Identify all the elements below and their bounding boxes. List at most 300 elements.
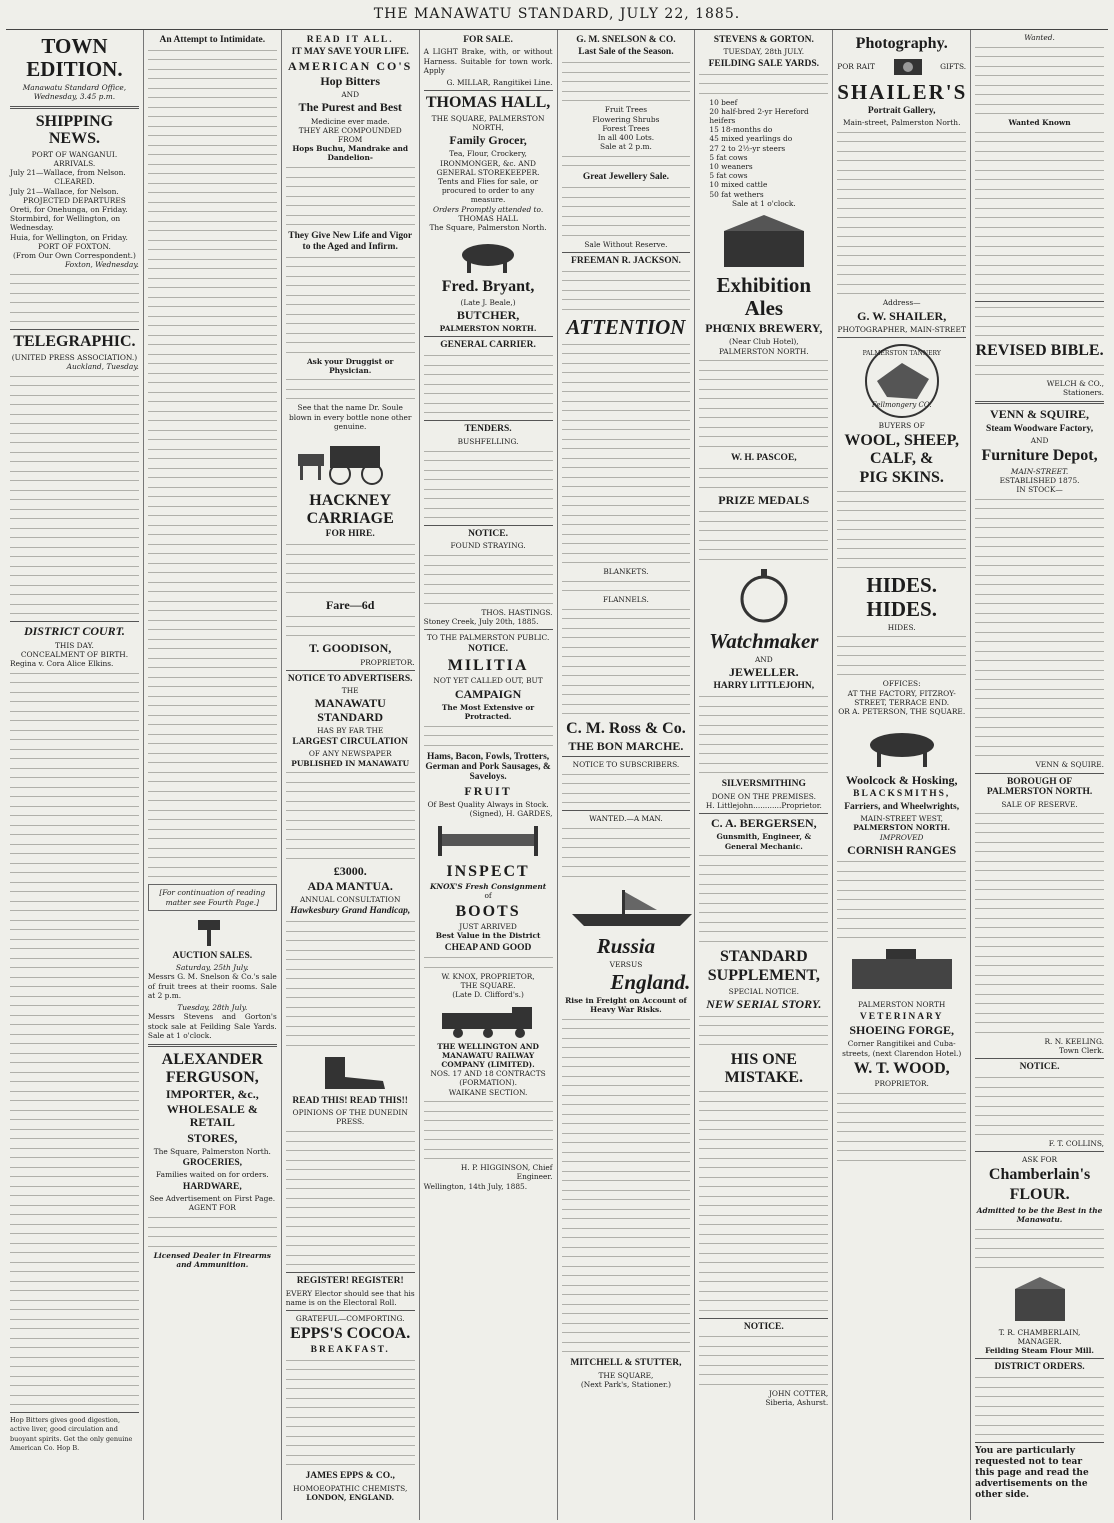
shrubs-line: Flowering Shrubs — [592, 114, 660, 124]
harry-line: HARRY LITTLEJOHN, — [713, 681, 815, 692]
offices-line: OFFICES: — [882, 679, 921, 689]
foxton-label: PORT OF FOXTON. — [37, 241, 111, 251]
divider — [10, 1412, 139, 1413]
proprietor-line: PROPRIETOR. — [360, 657, 415, 667]
and-line: AND — [754, 655, 773, 665]
intimidate-heading: An Attempt to Intimidate. — [159, 35, 266, 45]
divider — [424, 525, 553, 526]
gun-line: Gunsmith, Engineer, & General Mechanic. — [716, 832, 812, 851]
and-line: AND — [1030, 436, 1049, 446]
farriers-line: Farriers, and Wheelwrights, — [844, 801, 960, 812]
hides-heading: HIDES. HIDES. — [866, 573, 937, 621]
subs-heading: NOTICE TO SUBSCRIBERS. — [572, 760, 680, 770]
text-block — [286, 544, 415, 597]
rise-line: Rise in Freight on Account of Heavy War Risks. — [565, 996, 687, 1015]
stock-list — [699, 98, 828, 199]
bed-icon — [428, 822, 548, 860]
bull-icon — [453, 235, 523, 275]
column-5 — [558, 30, 696, 1520]
text-block — [699, 696, 828, 777]
text-block — [975, 1077, 1104, 1139]
footer-note: Hop Bitters gives good digestion, active liver, good circulation and buoyant spirits. Get the only genuine American Co. Hop B. — [10, 1416, 133, 1452]
hop-line: Hop Bitters — [320, 74, 381, 89]
campaign-line: CAMPAIGN — [454, 686, 522, 701]
address-line: Address— — [882, 298, 921, 308]
special-line: SPECIAL NOTICE. — [728, 986, 799, 996]
stationers-line: Stationers. — [1062, 388, 1104, 398]
arrival-line: July 21—Wallace, from Nelson. — [10, 168, 126, 178]
siberia-line: Siberia, Ashurst. — [765, 1398, 829, 1408]
column-2 — [144, 30, 282, 1520]
text-block — [975, 1229, 1104, 1272]
district-heading: DISTRICT ORDERS. — [994, 1362, 1085, 1373]
forhire-line: FOR HIRE. — [325, 529, 375, 540]
shailer-heading: SHAILER'S — [837, 79, 968, 104]
text-block — [286, 1131, 415, 1269]
mross-heading: C. M. Ross & Co. — [566, 720, 686, 738]
text-block — [286, 257, 415, 357]
text-block — [975, 1377, 1104, 1439]
steam-line: Steam Woodware Factory, — [986, 423, 1094, 434]
text-block — [699, 855, 828, 946]
askfor-line: ASK FOR — [1022, 1155, 1058, 1165]
forge-heading: SHOEING FORGE, — [849, 1023, 955, 1038]
departure-line: Oreti, for Onehunga, on Friday. — [10, 205, 128, 214]
text-block — [699, 511, 828, 564]
gifts-label: GIFTS. — [940, 61, 967, 71]
text-block — [286, 921, 415, 1050]
port-label: PORT OF WANGANUI. — [31, 149, 118, 159]
iron-line: IRONMONGER, &c. AND GENERAL STOREKEEPER. — [436, 158, 540, 177]
epps-heading: EPPS'S COCOA. — [290, 1325, 411, 1343]
black-line: BLACKSMITHS, — [853, 789, 951, 800]
buyers-line: BUYERS OF — [878, 420, 925, 430]
forsale-heading: FOR SALE. — [463, 35, 513, 45]
divider — [286, 1272, 415, 1273]
cleared-line: July 21—Wallace, for Nelson. — [10, 186, 119, 196]
of-line: of — [484, 891, 492, 901]
wellington-line: Wellington, 14th July, 1885. — [423, 1181, 528, 1191]
text-block — [699, 468, 828, 492]
standard-line: MANAWATU STANDARD — [314, 696, 386, 724]
phoenix-line: PHŒNIX BREWERY, — [705, 321, 823, 336]
pig-heading: PIG SKINS. — [859, 469, 944, 487]
continuation-note: [For continuation of reading matter see Fourth Page.] — [148, 884, 277, 910]
watchmaker-heading: Watchmaker — [709, 628, 819, 653]
largest-line: LARGEST CIRCULATION — [292, 736, 408, 747]
text-block — [837, 491, 966, 572]
fare-line: Fare—6d — [325, 597, 375, 612]
pnorth-line: PALMERSTON NORTH. — [719, 346, 809, 356]
camera-icon — [888, 55, 928, 79]
stock-item: 10 beef — [709, 97, 738, 107]
mill-line: Feilding Steam Flour Mill. — [985, 1345, 1094, 1355]
divider — [975, 773, 1104, 774]
departure-line: Stormbird, for Wellington, on Wednesday. — [10, 214, 121, 233]
done-line: DONE ON THE PREMISES. — [711, 791, 816, 801]
est-line: ESTABLISHED 1875. — [999, 476, 1080, 486]
court-case: CONCEALMENT OF BIRTH. — [20, 649, 129, 659]
tea-line: Tea, Flour, Crockery, — [449, 149, 527, 159]
square-line: THE SQUARE, PALMERSTON NORTH, — [431, 113, 545, 133]
goodison-line: T. GOODISON, — [309, 641, 392, 656]
jeweller-line: JEWELLER. — [728, 665, 799, 680]
divider — [562, 252, 691, 253]
silver-line: SILVERSMITHING — [721, 779, 806, 790]
text-block — [837, 861, 966, 942]
agent-line: AGENT FOR — [188, 1203, 236, 1213]
divider — [148, 1044, 277, 1047]
pn2-line: PALMERSTON NORTH. — [853, 823, 951, 833]
sqq-line: THE SQUARE, — [598, 1370, 654, 1380]
beale-line: (Late J. Beale,) — [460, 297, 516, 307]
text-block — [699, 1091, 828, 1315]
blankets-line: BLANKETS. — [603, 567, 649, 577]
berg-heading: C. A. BERGERSEN, — [710, 816, 817, 831]
corner-line: Corner Rangitikei and Cuba-streets, (next Clarendon Hotel.) — [842, 1039, 962, 1058]
thomas-heading: THOMAS HALL, — [425, 94, 551, 112]
divider — [424, 336, 553, 337]
divider — [10, 329, 139, 330]
cornish-heading: CORNISH RANGES — [847, 842, 957, 857]
dealer-line: Licensed Dealer in Firearms and Ammunition. — [153, 1250, 271, 1269]
portrait-label: POR RAIT — [837, 61, 875, 71]
text-block — [975, 47, 1104, 119]
read-heading: READ IT ALL. — [306, 35, 394, 45]
wholesale-line: WHOLESALE & RETAIL — [166, 1102, 258, 1130]
ship-icon — [562, 884, 696, 932]
carriage-icon — [290, 434, 410, 489]
notice-adv-heading: NOTICE TO ADVERTISERS. — [287, 673, 413, 684]
text-block — [699, 1016, 828, 1050]
bush-line: BUSHFELLING. — [457, 436, 519, 446]
auction-heading: AUCTION SALES. — [172, 950, 253, 961]
wanted-heading: Wanted. — [1024, 33, 1055, 42]
column-1 — [6, 30, 144, 1520]
knox-line: KNOX'S Fresh Consignment — [429, 882, 547, 892]
text-block — [562, 156, 691, 171]
cotter-line: JOHN COTTER, — [768, 1388, 829, 1398]
requested-note: You are particularly requested not to tear this page and read the advertisements on the other side. — [975, 1446, 1089, 1501]
notice-heading: NOTICE. — [1019, 1062, 1060, 1073]
carrier-heading: GENERAL CARRIER. — [440, 340, 536, 351]
divider — [562, 810, 691, 811]
square-line: The Square, Palmerston North. — [153, 1146, 271, 1156]
clerk-line: Town Clerk. — [1059, 1045, 1104, 1055]
divider — [975, 1058, 1104, 1059]
divider — [286, 670, 415, 671]
divider — [975, 1442, 1104, 1443]
divider — [424, 90, 553, 91]
sale2-line: Sale at 2 p.m. — [600, 142, 652, 152]
text-block — [562, 187, 691, 240]
tr-line: T. R. CHAMBERLAIN, — [998, 1327, 1081, 1337]
topublic-line: TO THE PALMERSTON PUBLIC. — [426, 633, 550, 643]
text-block — [562, 62, 691, 105]
main-line: Main-street, Palmerston North. — [842, 118, 961, 128]
see-adv-line: See Advertisement on First Page. — [149, 1194, 276, 1204]
mainst-line: MAIN-STREET WEST, — [860, 814, 944, 824]
column-7 — [833, 30, 971, 1520]
revised-heading: REVISED BIBLE. — [975, 342, 1104, 360]
text-block — [10, 274, 139, 327]
auction-text-2: Messrs Stevens and Gorton's stock sale at Feilding Sale Yards. Sale at 1 o'clock. — [147, 1012, 277, 1040]
stock-item: 15 18-months do — [709, 125, 773, 135]
higginson-line: H. P. HIGGINSON, Chief Engineer. — [460, 1163, 553, 1182]
departure-line: Huia, for Wellington, on Friday. — [10, 232, 128, 242]
court-heading: DISTRICT COURT. — [23, 624, 125, 639]
text-block — [148, 1217, 277, 1251]
factory-line: AT THE FACTORY, FITZROY-STREET, TERRACE END. — [847, 688, 956, 707]
court-day: THIS DAY. — [54, 640, 94, 650]
divider — [286, 1310, 415, 1311]
butcher-line: BUTCHER, — [456, 308, 520, 323]
found-line: FOUND STRAYING. — [450, 541, 526, 551]
photog-line: PHOTOGRAPHER, MAIN-STREET — [837, 324, 966, 334]
tannery-badge — [837, 341, 966, 421]
mistake-heading: HIS ONE MISTAKE. — [724, 1051, 803, 1086]
chamb-heading: Chamberlain's — [988, 1166, 1091, 1184]
tannery-name: PALMERSTON TANNERY — [862, 349, 941, 357]
divider — [975, 1358, 1104, 1359]
departures-label: PROJECTED DEPARTURES — [23, 195, 126, 205]
most-line: The Most Extensive or Protracted. — [441, 702, 535, 721]
telegraphic-place: Auckland, Tuesday. — [66, 362, 139, 372]
forge-icon — [842, 945, 962, 997]
divider — [975, 301, 1104, 302]
best-line: Of Best Quality Always in Stock. — [427, 800, 549, 810]
stock-item: 10 mixed cattle — [709, 180, 768, 190]
text-block — [699, 1336, 828, 1389]
sqpn-line: The Square, Palmerston North. — [429, 223, 547, 233]
cheap-line: CHEAP AND GOOD — [444, 942, 532, 953]
auction-text-1: Messrs G. M. Snelson & Co.'s sale of fruit trees at their rooms. Sale at 2 p.m. — [147, 972, 277, 1000]
nos-line: NOS. 17 AND 18 CONTRACTS (FORMATION). — [430, 1069, 546, 1088]
tents-line: Tents and Flies for sale, or procured to order to any measure. — [438, 177, 539, 205]
stock-item: 20 half-bred 2-yr Hereford heifers — [709, 106, 809, 125]
ask-line: Ask your Druggist or Physician. — [306, 356, 394, 375]
versus-line: VERSUS — [609, 959, 643, 969]
breakfast-line: BREAKFAST. — [310, 1344, 390, 1355]
stock-item: 27 2 to 2½-yr steers — [709, 143, 786, 153]
fred-heading: Fred. Bryant, — [441, 278, 535, 296]
thesq-line: THE SQUARE. — [460, 981, 516, 991]
supplement-heading: SUPPLEMENT, — [707, 967, 820, 985]
divider — [562, 756, 691, 757]
text-block — [975, 132, 1104, 299]
fellmongery-name: Fellmongery CO. — [871, 400, 932, 409]
annual-line: ANNUAL CONSULTATION — [299, 895, 401, 905]
text-block — [286, 772, 415, 863]
pounds-line: £3000. — [333, 863, 367, 878]
horse-icon — [847, 719, 957, 771]
give-line: They Give New Life and Vigor to the Aged and Infirm. — [288, 231, 413, 252]
noticeb-heading: NOTICE. — [743, 1321, 784, 1332]
text-block — [424, 555, 553, 608]
grand-line: Hawkesbury Grand Handicap, — [290, 906, 411, 917]
text-block — [424, 1101, 553, 1163]
stock-item: 5 fat cows — [709, 152, 748, 162]
admitted-line: Admitted to be the Best in the Manawatu. — [976, 1205, 1103, 1224]
arrivals-label: ARRIVALS. — [53, 158, 96, 168]
text-block — [562, 344, 691, 568]
foxton-date: Foxton, Wednesday. — [64, 260, 139, 270]
divider — [699, 1318, 828, 1319]
ferguson-name: ALEXANDER FERGUSON, — [161, 1050, 263, 1086]
reserve-line: SALE OF RESERVE. — [1001, 799, 1078, 809]
the-line: THE — [341, 686, 359, 696]
and-line: AND — [341, 90, 360, 100]
peterson-line: OR A. PETERSON, THE SQUARE. — [838, 706, 966, 716]
office-line: Manawatu Standard Office, Wednesday, 3.45 p.m. — [22, 83, 127, 102]
text-block — [699, 360, 828, 451]
foxton-note: (From Our Own Correspondent.) — [12, 251, 136, 261]
jewel-line: Great Jewellery Sale. — [582, 172, 669, 183]
garden-line: (Signed), H. GARDES, — [469, 809, 553, 819]
column-4 — [420, 30, 558, 1520]
text-block — [562, 609, 691, 719]
clifford-line: (Late D. Clifford's.) — [452, 990, 524, 1000]
hackney-heading: HACKNEY CARRIAGE — [306, 492, 394, 527]
hastings-line: THOS. HASTINGS. — [481, 607, 553, 617]
england-heading: England. — [610, 969, 691, 994]
column-6 — [695, 30, 833, 1520]
column-8 — [971, 30, 1108, 1520]
forest-line: Forest Trees — [602, 123, 650, 133]
court-lead: Regina v. Cora Alice Elkins. — [10, 659, 114, 669]
attention-heading: ATTENTION — [566, 314, 686, 339]
pn-line: PALMERSTON NORTH. — [439, 324, 537, 334]
marche-line: THE BON MARCHE. — [568, 739, 684, 754]
save-line: IT MAY SAVE YOUR LIFE. — [291, 47, 409, 58]
grateful-line: GRATEFUL—COMFORTING. — [295, 1314, 405, 1324]
text-block — [286, 1360, 415, 1470]
park-line: (Next Park's, Stationer.) — [580, 1380, 671, 1390]
lightbrake-text: A LIGHT Brake, with, or without Harness. Suitable for town work. Apply — [423, 47, 553, 75]
keeling-line: R. N. KEELING. — [1044, 1036, 1104, 1046]
knoxprop-line: W. KNOX, PROPRIETOR, — [441, 971, 535, 981]
text-block — [975, 499, 1104, 761]
mainstreet-line: MAIN-STREET. — [1010, 466, 1069, 476]
text-block — [562, 271, 691, 314]
text-block — [562, 581, 691, 596]
bestval-line: Best Value in the District — [435, 931, 541, 941]
snelson-heading: G. M. SNELSON & CO. — [576, 35, 676, 45]
improved-line: IMPROVED — [879, 832, 924, 842]
watch-icon — [734, 567, 794, 627]
masthead: THE MANAWATU STANDARD, JULY 22, 1885. — [6, 6, 1108, 30]
text-block — [975, 365, 1104, 380]
train-icon — [428, 1003, 548, 1039]
thall-line: THOMAS HALL — [458, 213, 518, 223]
text-block — [286, 167, 415, 229]
notice2-heading: NOTICE. — [468, 644, 508, 655]
wmr-line: THE WELLINGTON AND MANAWATU RAILWAY COMPANY (LIMITED). — [437, 1041, 539, 1069]
wk-heading: Wanted Known — [1008, 118, 1071, 128]
gallery-line: Portrait Gallery, — [867, 105, 936, 116]
text-block — [562, 1019, 691, 1357]
divider — [10, 621, 139, 622]
orders-line: Orders Promptly attended to. — [432, 204, 544, 214]
cleared-label: CLEARED. — [54, 177, 95, 187]
hardware-line: HARDWARE, — [182, 1181, 242, 1192]
hams-line: Hams, Bacon, Fowls, Trotters, German and Pork Sausages, & Saveloys. — [425, 751, 551, 783]
column-3 — [282, 30, 420, 1520]
stock-item: 5 fat cows — [709, 171, 748, 181]
text-block — [837, 636, 966, 679]
flannels-line: FLANNELS. — [603, 595, 649, 605]
exhibition-heading: Exhibition Ales — [716, 273, 812, 321]
has-line: HAS BY FAR THE — [317, 725, 384, 735]
text-block — [424, 355, 553, 417]
text-block — [699, 74, 828, 98]
text-block — [286, 616, 415, 640]
telegraphic-heading: TELEGRAPHIC. — [13, 333, 136, 351]
boot-icon — [305, 1053, 395, 1093]
text-block — [837, 132, 966, 299]
shipping-heading: SHIPPING NEWS. — [35, 112, 114, 148]
james-line: JAMES EPPS & CO., — [305, 1471, 395, 1482]
tuesday-line: TUESDAY, 28th JULY. — [723, 47, 805, 57]
text-block — [286, 379, 415, 403]
vs-line: VENN & SQUIRE. — [1035, 760, 1104, 770]
photography-heading: Photography. — [855, 35, 948, 52]
fruit-line: Fruit Trees — [604, 105, 647, 115]
text-block — [424, 957, 553, 972]
family-line: Family Grocer, — [449, 133, 527, 148]
russia-heading: Russia — [596, 933, 656, 958]
see-line: See that the name Dr. Soule blown in every bottle none other genuine. — [288, 403, 412, 431]
hides2-line: HIDES. — [887, 622, 916, 632]
collins-line: F. T. COLLINS, — [1048, 1139, 1104, 1149]
families-line: Families waited on for orders. — [156, 1170, 269, 1180]
militia-heading: MILITIA — [447, 656, 529, 674]
boots-heading: BOOTS — [455, 902, 521, 920]
text-block — [975, 307, 1104, 341]
text-block — [562, 774, 691, 808]
london-line: LONDON, ENGLAND. — [306, 1492, 395, 1502]
wanted-heading: WANTED.—A MAN. — [589, 814, 663, 824]
divider — [424, 629, 553, 630]
register-heading: REGISTER! REGISTER! — [296, 1276, 404, 1287]
stock-item: 45 mixed yearlings do — [709, 134, 793, 144]
welch-line: WELCH & CO., — [1046, 379, 1104, 388]
brewery-icon — [704, 211, 824, 271]
tenders-heading: TENDERS. — [464, 424, 512, 435]
town-edition-heading: TOWN EDITION. — [26, 34, 123, 82]
ada-line: ADA MANTUA. — [307, 879, 393, 893]
divider — [10, 106, 139, 109]
american-line: AMERICAN CO'S — [288, 58, 413, 73]
manager-line: MANAGER. — [1017, 1336, 1062, 1346]
divider — [699, 813, 828, 814]
opinions-line: OPINIONS OF THE DUNEDIN PRESS. — [292, 1108, 408, 1127]
wool-heading: WOOL, SHEEP, CALF, & — [844, 432, 959, 467]
inspect-heading: INSPECT — [446, 862, 530, 880]
portrait-row — [837, 55, 966, 79]
prop-line: PROPRIETOR. — [874, 1079, 929, 1089]
stores-line: STORES, — [187, 1130, 238, 1145]
groceries-line: GROCERIES, — [182, 1158, 242, 1169]
mill-icon — [985, 1275, 1095, 1325]
columns — [6, 30, 1108, 1520]
stock-item: 10 weaners — [709, 162, 753, 171]
auction-hammer-icon — [192, 914, 232, 948]
sale-time: Sale at 1 o'clock. — [731, 198, 796, 208]
homeo-line: HOMOEOPATHIC CHEMISTS, — [293, 1483, 408, 1493]
text-block — [10, 673, 139, 1410]
serial-line: NEW SERIAL STORY. — [706, 997, 822, 1012]
